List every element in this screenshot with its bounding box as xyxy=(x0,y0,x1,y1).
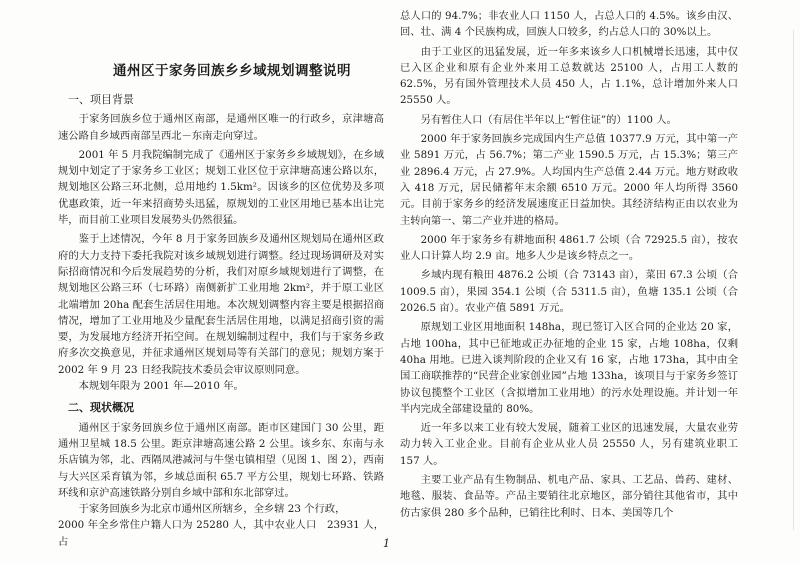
page-number: 1 xyxy=(383,537,390,550)
paragraph: 主要工业产品有生物制品、机电产品、家具、工艺品、兽药、建材、地毯、服装、食品等。产品主要销往北京地区，部分销往其他省市，其中仿古家俱 280 多个品种，已销往比利时、日本、美国等几个 xyxy=(400,474,738,519)
paragraph: 另有暂住人口（有居住半年以上“暂住证”的）1100 人。 xyxy=(420,113,677,126)
paragraph: 通州区于家务回族乡位于通州区南部。距市区建国门 30 公里，距通州卫星城 18.5 公里。距京津塘高速公路 2 公里。该乡东、东南与永乐店镇为邻，北、西隔凤港减河与牛堡屯镇相望（见图 1、图 2），西南与大兴区采育镇为邻，乡域总面积 65.7 平方公里，规划七环路、铁路环线和京沪高速铁路分别自乡域中部和东北部穿过。 xyxy=(58,421,384,499)
paragraph: 2001 年 5 月我院编制完成了《通州区于家务乡乡域规划》，在乡域规划中划定了于家务乡工业区；规划工业区位于京津塘高速公路以东，规划地区公路三环北侧，总用地约 1.5km²。因该乡的区位优势及多项优惠政策，近一年来招商势头迅猛，原规划的工业区用地已基本出让完毕，而目前工业项目发展势头仍然很猛。 xyxy=(58,148,384,227)
left-column xyxy=(58,70,384,550)
paragraph: 近一年多以来工业有较大发展，随着工业区的迅速发展，大量农业劳动力转入工业企业。目前有企业从业人员 25550 人，另有建筑业职工 157 人。 xyxy=(400,422,738,467)
paragraph: 原规划工业区用地面积 148ha，现已签订入区合同的企业达 20 家，占地 100ha，其中已征地或正办征地的企业 15 家，占地 108ha，仅剩 40ha 用地。已进入谈判阶段的企业又有 16 家，占地 173ha，其中由全国工商联推荐的“民营企业家创业园”占地 133ha，该项目与于家务乡签订协议包揽整个工业区（含拟增加工业用地）的污水处理设施。并计划一年半内完成全部建设量的 80%。 xyxy=(400,321,738,415)
paragraph: 乡域内现有粮田 4876.2 公顷（合 73143 亩），菜田 67.3 公顷（合 1009.5 亩），果园 354.1 公顷（合 5311.5 亩），鱼塘 135.1 公顷（合 2026.5 亩）。农业产值 5891 万元。 xyxy=(400,269,738,315)
paragraph: 2000 年于家务乡有耕地面积 4861.7 公顷（合 72925.5 亩），按农业人口计算人均 2.9 亩。地多人少是该乡特点之一。 xyxy=(400,233,738,263)
paragraph: 于家务回族乡位于通州区南部，是通州区唯一的行政乡，京津塘高速公路自乡域西南部呈西北－东南走向穿过。 xyxy=(58,113,384,142)
paragraph: 由于工业区的迅猛发展，近一年多来该乡人口机械增长迅速，其中仅已入区企业和原有企业外来用工总数就达 25100 人，占用工人数的 62.5%，另有国外管理技术人员 450 人，占 1.1%，总计增加外来人口 25550 人。 xyxy=(400,45,738,107)
document-title: 通州区于家务回族乡乡域规划调整说明 xyxy=(113,63,351,79)
paragraph: 鉴于上述情况，今年 8 月于家务回族乡及通州区规划局在通州区政府的大力支持下委托我院对该乡域规划进行调整。经过现场调研及对实际招商情况和今后发展趋势的分析，我们对原乡域规划进行了调整，在规划地区公路三环（七环路）南侧新扩工业用地 2km²，并于原工业区北端增加 20ha 配套生活居住用地。本次规划调整内容主要是根据招商情况，增加了工业用地及少量配套生活居住用地，以满足招商引资的需要，为发展地方经济开拓空间。在规划编制过程中，我们与于家务乡政府多次交换意见，并征求通州区规划局等有关部门的意见；规划方案于 2002 年 9 月 23 日经我院技术委员会审议原则同意。 xyxy=(58,233,384,376)
paragraph: 2000 年全乡常住户籍人口为 25280 人，其中农业人口 23931 人，占 xyxy=(58,519,384,548)
right-column xyxy=(400,8,738,521)
section-heading-status: 二、现状概况 xyxy=(68,401,134,415)
paragraph: 总人口的 94.7%；非农业人口 1150 人，占总人口的 4.5%。该乡由汉、回、壮、满 4 个民族构成，回族人口较多，约占总人口的 30%以上。 xyxy=(400,10,738,39)
paragraph: 2000 年于家务回族乡完成国内生产总值 10377.9 万元，其中第一产业 5891 万元，占 56.7%；第二产业 1590.5 万元，占 15.3%；第三产业 2896.4 万元，占 27.9%。人均国内生产总值 2.44 万元。地方财政收入 418 万元，居民储蓄年末余额 6510 万元。2000 年人均所得 3560 元。目前于家务乡的经济发展速度正日益加快。其经济结构正由以农业为主转向第一、第二产业并进的格局。 xyxy=(400,133,738,227)
page-edge-divider xyxy=(793,30,794,530)
paragraph: 本规划年限为 2001 年—2010 年。 xyxy=(78,380,244,393)
section-heading-background: 一、项目背景 xyxy=(68,93,134,106)
paragraph: 于家务回族乡为北京市通州区所辖乡，全乡辖 23 个行政， xyxy=(78,503,346,516)
